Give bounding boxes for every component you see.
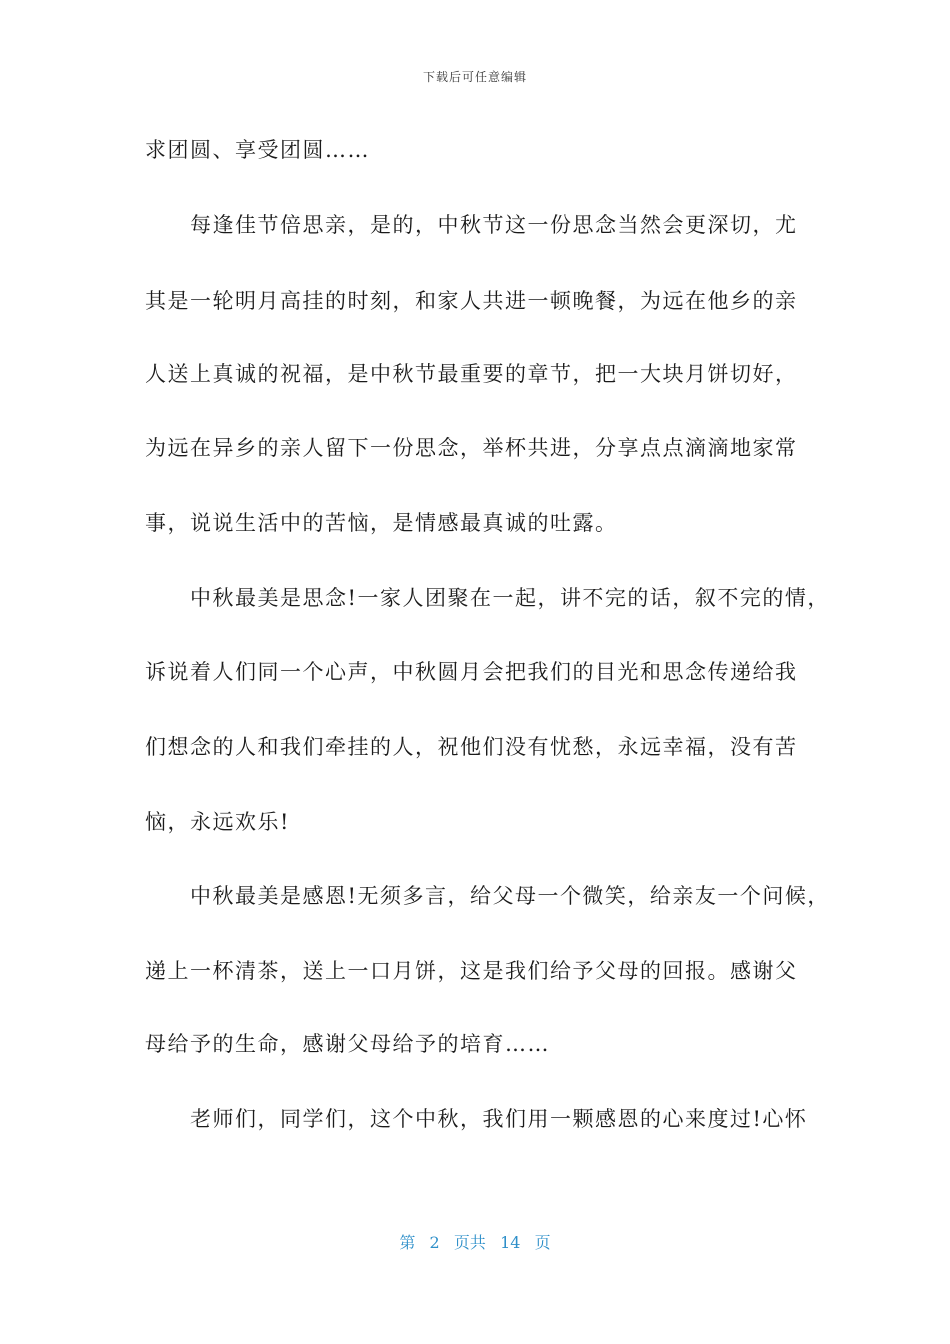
text-line: 母给予的生命，感谢父母给予的培育…… (145, 1032, 550, 1056)
page-header: 下载后可任意编辑 (422, 70, 527, 84)
text-line: 诉说着人们同一个心声，中秋圆月会把我们的目光和思念传递给我 (145, 660, 798, 684)
text-line: 们想念的人和我们牵挂的人，祝他们没有忧愁，永远幸福，没有苦 (145, 735, 798, 759)
text-line: 事，说说生活中的苦恼，是情感最真诚的吐露。 (145, 511, 618, 535)
text-line: 为远在异乡的亲人留下一份思念，举杯共进，分享点点滴滴地家常 (145, 436, 798, 460)
text-line: 人送上真诚的祝福，是中秋节最重要的章节，把一大块月饼切好， (145, 362, 798, 386)
text-line: 恼，永远欢乐! (145, 810, 290, 834)
paragraph-start-line: 老师们，同学们，这个中秋，我们用一颗感恩的心来度过!心怀 (190, 1107, 808, 1131)
text-line: 其是一轮明月高挂的时刻，和家人共进一顿晚餐，为远在他乡的亲 (145, 289, 798, 313)
page-number-footer (0, 1230, 950, 1253)
text-line: 递上一杯清茶，送上一口月饼，这是我们给予父母的回报。感谢父 (145, 959, 798, 983)
paragraph-start-line: 每逢佳节倍思亲，是的，中秋节这一份思念当然会更深切，尤 (190, 213, 798, 237)
text-line: 求团圆、享受团圆…… (145, 138, 370, 162)
paragraph-start-line: 中秋最美是思念!一家人团聚在一起，讲不完的话，叙不完的情， (190, 586, 830, 610)
page-number-text: 第 2 页共 14 页 (399, 1233, 551, 1252)
paragraph-start-line: 中秋最美是感恩!无须多言，给父母一个微笑，给亲友一个问候， (190, 884, 830, 908)
